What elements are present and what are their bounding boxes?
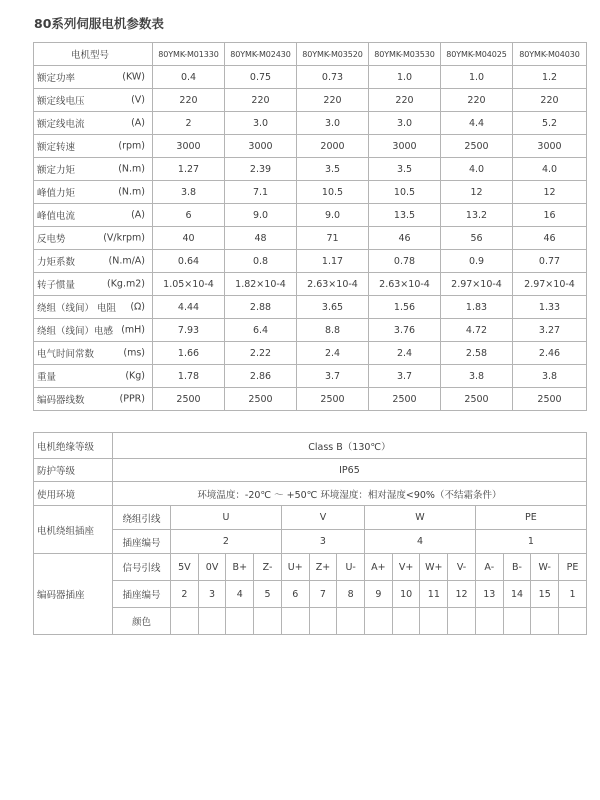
table-row: [34, 388, 587, 411]
parameter-name-cell: [34, 342, 153, 365]
table-cell: 7.93: [153, 319, 225, 342]
table-cell: 3.0: [225, 112, 297, 135]
winding-pin-u: 2: [171, 530, 282, 554]
table-cell: 220: [513, 89, 587, 112]
parameter-unit: (A): [131, 209, 145, 221]
parameter-unit: (V/krpm): [103, 232, 145, 244]
table-cell: 3.8: [513, 365, 587, 388]
table-cell: 1.66: [153, 342, 225, 365]
table-cell: 1.05×10-4: [153, 273, 225, 296]
table-cell: 3.65: [297, 296, 369, 319]
table-row: [34, 506, 587, 530]
table-cell: 2500: [369, 388, 441, 411]
table-cell: 0.73: [297, 66, 369, 89]
table-cell: 2.63×10-4: [369, 273, 441, 296]
encoder-signal-cell: U+: [281, 554, 309, 581]
table-cell: 0.64: [153, 250, 225, 273]
winding-pin-v: 3: [281, 530, 364, 554]
parameter-unit: (N.m): [118, 163, 145, 175]
parameter-label: 额定线电流: [37, 119, 85, 130]
table-row: [34, 181, 587, 204]
table-cell: 2.63×10-4: [297, 273, 369, 296]
encoder-signal-cell: V+: [392, 554, 420, 581]
table-row: [34, 459, 587, 482]
table-cell: 46: [513, 227, 587, 250]
winding-socket-label: 电机绕组插座: [34, 506, 113, 554]
encoder-pin-cell: 4: [226, 581, 254, 608]
encoder-color-cell: [503, 608, 531, 635]
winding-lead-u: U: [171, 506, 282, 530]
encoder-color-cell: [420, 608, 448, 635]
encoder-signal-cell: A+: [365, 554, 393, 581]
motor-spec-table: [33, 432, 587, 635]
table-cell: 4.0: [441, 158, 513, 181]
parameter-name-cell: [34, 158, 153, 181]
parameter-unit: (N.m/A): [108, 255, 145, 267]
table-cell: 2.97×10-4: [513, 273, 587, 296]
table-cell: 3.0: [297, 112, 369, 135]
parameter-unit: (Kg): [125, 370, 145, 382]
table-cell: 0.8: [225, 250, 297, 273]
table-cell: 71: [297, 227, 369, 250]
table-cell: 9.0: [225, 204, 297, 227]
table-row: [34, 608, 587, 635]
table-cell: 2.39: [225, 158, 297, 181]
winding-pin-label: 插座编号: [113, 530, 171, 554]
encoder-pin-cell: 15: [531, 581, 559, 608]
encoder-color-label: 颜色: [113, 608, 171, 635]
table-cell: 1.82×10-4: [225, 273, 297, 296]
parameter-unit: (ms): [123, 347, 145, 359]
encoder-pin-cell: 1: [559, 581, 587, 608]
table-row: [34, 158, 587, 181]
encoder-socket-label: 编码器插座: [34, 554, 113, 635]
table-cell: 12: [441, 181, 513, 204]
table-cell: 2500: [225, 388, 297, 411]
encoder-color-cell: [365, 608, 393, 635]
parameter-label: 转子惯量: [37, 280, 76, 291]
parameter-unit: (Kg.m2): [107, 278, 145, 290]
table-cell: 2.86: [225, 365, 297, 388]
table-cell: 2500: [153, 388, 225, 411]
table-cell: 220: [153, 89, 225, 112]
encoder-signal-cell: B-: [503, 554, 531, 581]
table-cell: 3000: [513, 135, 587, 158]
encoder-pin-cell: 3: [198, 581, 226, 608]
encoder-signal-cell: Z-: [254, 554, 282, 581]
parameter-label: 重量: [37, 372, 57, 383]
table-cell: 3.27: [513, 319, 587, 342]
parameter-label: 编码器线数: [37, 395, 85, 406]
table-row: [34, 530, 587, 554]
table-row: [34, 319, 587, 342]
winding-pin-pe: 1: [475, 530, 586, 554]
table-cell: 5.2: [513, 112, 587, 135]
parameter-unit: (N.m): [118, 186, 145, 198]
encoder-signal-label: 信号引线: [113, 554, 171, 581]
table-cell: 9.0: [297, 204, 369, 227]
table-cell: 220: [225, 89, 297, 112]
table-row: [34, 135, 587, 158]
encoder-color-cell: [392, 608, 420, 635]
table-cell: 1.27: [153, 158, 225, 181]
page-title: 80系列伺服电机参数表: [34, 16, 164, 31]
parameter-unit: (Ω): [130, 301, 145, 313]
table-row: [34, 365, 587, 388]
model-name-cell: 80YMK-M02430: [225, 43, 297, 66]
encoder-signal-cell: V-: [448, 554, 476, 581]
encoder-pin-cell: 10: [392, 581, 420, 608]
encoder-color-cell: [171, 608, 199, 635]
table-cell: 7.1: [225, 181, 297, 204]
parameter-unit: (A): [131, 117, 145, 129]
parameter-label: 电气时间常数: [37, 349, 95, 360]
table-cell: 4.72: [441, 319, 513, 342]
table-cell: 4.4: [441, 112, 513, 135]
table-cell: 16: [513, 204, 587, 227]
encoder-signal-cell: A-: [475, 554, 503, 581]
parameter-label: 额定功率: [37, 73, 76, 84]
encoder-color-cell: [254, 608, 282, 635]
encoder-color-cell: [281, 608, 309, 635]
encoder-pin-cell: 11: [420, 581, 448, 608]
table-row: [34, 89, 587, 112]
table-cell: 13.5: [369, 204, 441, 227]
table-cell: 3.8: [441, 365, 513, 388]
table-cell: 3.5: [369, 158, 441, 181]
encoder-color-cell: [198, 608, 226, 635]
table-cell: 3.5: [297, 158, 369, 181]
parameter-name-cell: [34, 135, 153, 158]
table-cell: 2.58: [441, 342, 513, 365]
parameter-label: 反电势: [37, 234, 66, 245]
table-cell: 56: [441, 227, 513, 250]
table-cell: 10.5: [297, 181, 369, 204]
table-cell: 1.17: [297, 250, 369, 273]
encoder-color-cell: [226, 608, 254, 635]
table-header-row: [34, 43, 587, 66]
parameter-unit: (mH): [121, 324, 145, 336]
parameter-unit: (KW): [122, 71, 145, 83]
table-cell: 8.8: [297, 319, 369, 342]
encoder-color-cell: [475, 608, 503, 635]
table-cell: 1.78: [153, 365, 225, 388]
table-cell: 1.0: [369, 66, 441, 89]
model-name-cell: 80YMK-M01330: [153, 43, 225, 66]
table-cell: 3.7: [369, 365, 441, 388]
encoder-pin-cell: 2: [171, 581, 199, 608]
model-name-cell: 80YMK-M04030: [513, 43, 587, 66]
parameter-unit: (PPR): [119, 393, 145, 405]
table-cell: 0.4: [153, 66, 225, 89]
table-cell: 2.97×10-4: [441, 273, 513, 296]
table-cell: 2: [153, 112, 225, 135]
protection-label: 防护等级: [34, 459, 113, 482]
table-cell: 3000: [153, 135, 225, 158]
model-name-cell: 80YMK-M03520: [297, 43, 369, 66]
table-cell: 0.78: [369, 250, 441, 273]
motor-parameter-table: [33, 42, 587, 411]
table-row: [34, 250, 587, 273]
encoder-pin-cell: 14: [503, 581, 531, 608]
table-cell: 2.22: [225, 342, 297, 365]
table-cell: 1.33: [513, 296, 587, 319]
table-cell: 1.83: [441, 296, 513, 319]
table-row: [34, 204, 587, 227]
table-cell: 13.2: [441, 204, 513, 227]
encoder-signal-cell: PE: [559, 554, 587, 581]
encoder-signal-cell: Z+: [309, 554, 337, 581]
encoder-signal-cell: B+: [226, 554, 254, 581]
table-row: [34, 554, 587, 581]
table-cell: 3.7: [297, 365, 369, 388]
table-cell: 6: [153, 204, 225, 227]
table-row: [34, 581, 587, 608]
table-cell: 4.0: [513, 158, 587, 181]
table-cell: 3000: [369, 135, 441, 158]
parameter-name-cell: [34, 250, 153, 273]
table-cell: 2500: [441, 135, 513, 158]
parameter-name-cell: [34, 204, 153, 227]
parameter-name-cell: [34, 112, 153, 135]
table-cell: 0.75: [225, 66, 297, 89]
parameter-label: 峰值力矩: [37, 188, 76, 199]
parameter-label: 额定转速: [37, 142, 76, 153]
parameter-name-cell: [34, 227, 153, 250]
table-cell: 48: [225, 227, 297, 250]
winding-lead-w: W: [365, 506, 476, 530]
model-name-cell: 80YMK-M04025: [441, 43, 513, 66]
encoder-pin-cell: 5: [254, 581, 282, 608]
table-row: [34, 296, 587, 319]
parameter-label: 力矩系数: [37, 257, 76, 268]
table-cell: 2000: [297, 135, 369, 158]
encoder-pin-cell: 12: [448, 581, 476, 608]
parameter-name-cell: [34, 89, 153, 112]
table-cell: 3.76: [369, 319, 441, 342]
encoder-signal-cell: 5V: [171, 554, 199, 581]
encoder-signal-cell: W-: [531, 554, 559, 581]
parameter-label: 额定力矩: [37, 165, 76, 176]
parameter-name-cell: [34, 365, 153, 388]
table-cell: 3000: [225, 135, 297, 158]
encoder-pin-cell: 8: [337, 581, 365, 608]
environment-value: 环境温度：-20℃ ～ +50℃ 环境湿度：相对湿度<90%（不结霜条件）: [113, 482, 587, 506]
protection-value: IP65: [113, 459, 587, 482]
table-row: [34, 433, 587, 459]
table-cell: 1.2: [513, 66, 587, 89]
parameter-name-cell: [34, 388, 153, 411]
table-row: [34, 273, 587, 296]
table-cell: 40: [153, 227, 225, 250]
table-cell: 10.5: [369, 181, 441, 204]
table-cell: 220: [297, 89, 369, 112]
table-row: [34, 66, 587, 89]
encoder-color-cell: [531, 608, 559, 635]
parameter-unit: (V): [131, 94, 145, 106]
table-row: [34, 482, 587, 506]
winding-pin-w: 4: [365, 530, 476, 554]
insulation-value: Class B（130℃）: [113, 433, 587, 459]
winding-lead-pe: PE: [475, 506, 586, 530]
encoder-pin-cell: 7: [309, 581, 337, 608]
table-cell: 2.46: [513, 342, 587, 365]
parameter-label: 峰值电流: [37, 211, 76, 222]
table-row: [34, 342, 587, 365]
model-name-cell: 80YMK-M03530: [369, 43, 441, 66]
encoder-color-cell: [337, 608, 365, 635]
table-cell: 2500: [513, 388, 587, 411]
table-cell: 220: [441, 89, 513, 112]
table-cell: 46: [369, 227, 441, 250]
parameter-name-cell: [34, 296, 153, 319]
encoder-signal-cell: 0V: [198, 554, 226, 581]
table-cell: 2.88: [225, 296, 297, 319]
encoder-pin-cell: 9: [365, 581, 393, 608]
table-cell: 1.56: [369, 296, 441, 319]
table-cell: 12: [513, 181, 587, 204]
winding-lead-v: V: [281, 506, 364, 530]
table-cell: 0.9: [441, 250, 513, 273]
table-cell: 2500: [297, 388, 369, 411]
parameter-name-cell: [34, 273, 153, 296]
encoder-signal-cell: U-: [337, 554, 365, 581]
parameter-unit: (rpm): [118, 140, 145, 152]
winding-lead-label: 绕组引线: [113, 506, 171, 530]
encoder-pin-cell: 13: [475, 581, 503, 608]
parameter-label: 绕组（线间）电感: [37, 326, 114, 337]
encoder-pin-cell: 6: [281, 581, 309, 608]
table-cell: 220: [369, 89, 441, 112]
parameter-name-cell: [34, 181, 153, 204]
encoder-color-cell: [559, 608, 587, 635]
table-row: [34, 112, 587, 135]
parameter-name-cell: [34, 66, 153, 89]
model-header-label: 电机型号: [34, 43, 153, 66]
table-cell: 3.0: [369, 112, 441, 135]
table-cell: 2.4: [297, 342, 369, 365]
encoder-pin-label: 插座编号: [113, 581, 171, 608]
table-cell: 6.4: [225, 319, 297, 342]
environment-label: 使用环境: [34, 482, 113, 506]
table-cell: 4.44: [153, 296, 225, 319]
encoder-color-cell: [309, 608, 337, 635]
table-cell: 2500: [441, 388, 513, 411]
encoder-color-cell: [448, 608, 476, 635]
parameter-name-cell: [34, 319, 153, 342]
parameter-label: 额定线电压: [37, 96, 85, 107]
parameter-label: 绕组（线间） 电阻: [37, 303, 117, 314]
insulation-label: 电机绝缘等级: [34, 433, 113, 459]
table-cell: 0.77: [513, 250, 587, 273]
encoder-signal-cell: W+: [420, 554, 448, 581]
table-cell: 1.0: [441, 66, 513, 89]
table-cell: 3.8: [153, 181, 225, 204]
table-cell: 2.4: [369, 342, 441, 365]
table-row: [34, 227, 587, 250]
